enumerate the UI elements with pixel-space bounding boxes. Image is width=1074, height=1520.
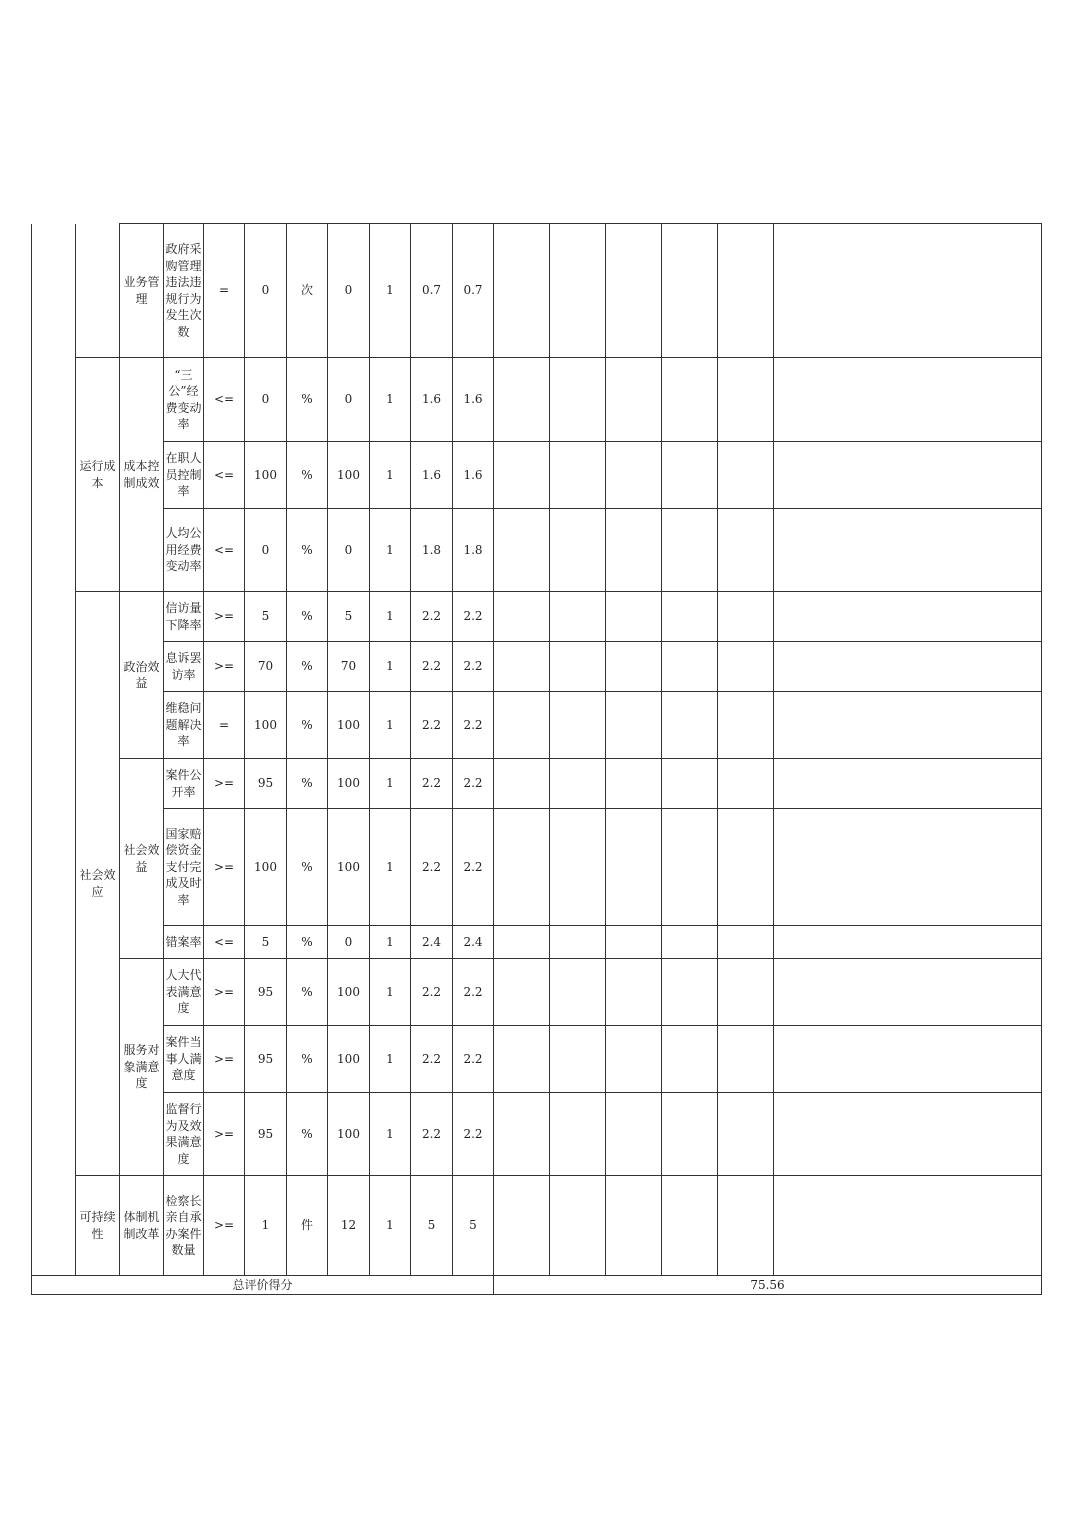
empty-cell (662, 224, 718, 358)
actual-cell: 100 (328, 809, 370, 926)
indicator-name: 人大代表满意度 (164, 959, 204, 1026)
empty-cell (494, 592, 550, 642)
score-cell: 0.7 (453, 224, 494, 358)
evaluation-table (31, 223, 1042, 1295)
empty-cell (550, 509, 606, 592)
operator-cell: <= (204, 926, 245, 959)
unit-cell: % (287, 1093, 328, 1176)
table-row (32, 1026, 1042, 1093)
empty-cell (718, 442, 774, 509)
actual-cell: 0 (328, 224, 370, 358)
unit-cell: 件 (287, 1176, 328, 1276)
level2-cell: 体制机制改革 (120, 1176, 164, 1276)
empty-cell (662, 442, 718, 509)
score-cell: 2.2 (453, 592, 494, 642)
score-cell: 2.4 (453, 926, 494, 959)
table-row (32, 1176, 1042, 1276)
score-cell: 2.2 (453, 759, 494, 809)
empty-cell (606, 642, 662, 692)
indicator-name: 人均公用经费变动率 (164, 509, 204, 592)
remarks-cell (774, 1093, 1042, 1176)
empty-cell (494, 442, 550, 509)
empty-cell (662, 1026, 718, 1093)
actual-cell: 100 (328, 959, 370, 1026)
unit-cell: % (287, 642, 328, 692)
target-cell: 5 (245, 592, 287, 642)
completion-cell: 1 (370, 926, 411, 959)
empty-cell (606, 759, 662, 809)
target-cell: 95 (245, 1026, 287, 1093)
actual-cell: 12 (328, 1176, 370, 1276)
operator-cell: >= (204, 809, 245, 926)
target-cell: 95 (245, 959, 287, 1026)
remarks-cell (774, 642, 1042, 692)
empty-cell (550, 358, 606, 442)
empty-cell (606, 592, 662, 642)
indicator-name: 政府采购管理违法违规行为发生次数 (164, 224, 204, 358)
unit-cell: % (287, 959, 328, 1026)
empty-cell (550, 642, 606, 692)
indicator-name: 案件当事人满意度 (164, 1026, 204, 1093)
empty-cell (718, 224, 774, 358)
empty-cell (606, 1026, 662, 1093)
unit-cell: % (287, 809, 328, 926)
table-row (32, 692, 1042, 759)
completion-cell: 1 (370, 509, 411, 592)
empty-cell (550, 959, 606, 1026)
indicator-name: 息诉罢访率 (164, 642, 204, 692)
weight-cell: 1.6 (411, 358, 453, 442)
completion-cell: 1 (370, 692, 411, 759)
operator-cell: >= (204, 959, 245, 1026)
empty-cell (662, 692, 718, 759)
empty-cell (494, 926, 550, 959)
actual-cell: 100 (328, 1093, 370, 1176)
target-cell: 1 (245, 1176, 287, 1276)
empty-cell (494, 809, 550, 926)
weight-cell: 2.2 (411, 692, 453, 759)
operator-cell: >= (204, 642, 245, 692)
empty-cell (494, 1026, 550, 1093)
empty-cell (662, 592, 718, 642)
remarks-cell (774, 809, 1042, 926)
empty-cell (550, 926, 606, 959)
empty-cell (718, 759, 774, 809)
table-row (32, 509, 1042, 592)
empty-cell (606, 692, 662, 759)
unit-cell: 次 (287, 224, 328, 358)
empty-cell (606, 809, 662, 926)
weight-cell: 2.2 (411, 959, 453, 1026)
empty-cell (606, 224, 662, 358)
remarks-cell (774, 509, 1042, 592)
remarks-cell (774, 442, 1042, 509)
target-cell: 5 (245, 926, 287, 959)
empty-cell (494, 1176, 550, 1276)
score-cell: 1.6 (453, 442, 494, 509)
weight-cell: 2.2 (411, 1093, 453, 1176)
target-cell: 70 (245, 642, 287, 692)
unit-cell: % (287, 358, 328, 442)
table-row (32, 442, 1042, 509)
empty-cell (494, 959, 550, 1026)
table-row (32, 642, 1042, 692)
empty-cell (662, 642, 718, 692)
indicator-name: “三公”经费变动率 (164, 358, 204, 442)
operator-cell: >= (204, 592, 245, 642)
total-score: 75.56 (494, 1276, 1042, 1295)
score-cell: 1.8 (453, 509, 494, 592)
weight-cell: 1.8 (411, 509, 453, 592)
total-row (32, 1276, 1042, 1295)
empty-cell (494, 224, 550, 358)
completion-cell: 1 (370, 592, 411, 642)
operator-cell: >= (204, 1026, 245, 1093)
table-row (32, 759, 1042, 809)
operator-cell: <= (204, 509, 245, 592)
empty-cell (662, 759, 718, 809)
target-cell: 0 (245, 224, 287, 358)
weight-cell: 0.7 (411, 224, 453, 358)
weight-cell: 2.2 (411, 1026, 453, 1093)
completion-cell: 1 (370, 224, 411, 358)
empty-cell (550, 1176, 606, 1276)
weight-cell: 2.4 (411, 926, 453, 959)
empty-cell (662, 509, 718, 592)
empty-cell (550, 1093, 606, 1176)
outer-category-cell (32, 224, 76, 1276)
score-cell: 5 (453, 1176, 494, 1276)
completion-cell: 1 (370, 1026, 411, 1093)
actual-cell: 70 (328, 642, 370, 692)
level1-cell: 可持续性 (76, 1176, 120, 1276)
empty-cell (662, 1093, 718, 1176)
remarks-cell (774, 1176, 1042, 1276)
empty-cell (550, 692, 606, 759)
operator-cell: = (204, 224, 245, 358)
empty-cell (494, 1093, 550, 1176)
operator-cell: >= (204, 1093, 245, 1176)
score-cell: 2.2 (453, 1093, 494, 1176)
empty-cell (550, 592, 606, 642)
actual-cell: 100 (328, 692, 370, 759)
empty-cell (662, 959, 718, 1026)
empty-cell (606, 1093, 662, 1176)
empty-cell (718, 809, 774, 926)
completion-cell: 1 (370, 442, 411, 509)
empty-cell (718, 642, 774, 692)
target-cell: 95 (245, 1093, 287, 1176)
completion-cell: 1 (370, 959, 411, 1026)
indicator-name: 维稳问题解决率 (164, 692, 204, 759)
score-cell: 2.2 (453, 642, 494, 692)
empty-cell (494, 759, 550, 809)
unit-cell: % (287, 442, 328, 509)
operator-cell: <= (204, 442, 245, 509)
completion-cell: 1 (370, 759, 411, 809)
table-row (32, 1093, 1042, 1176)
unit-cell: % (287, 1026, 328, 1093)
empty-cell (606, 509, 662, 592)
weight-cell: 2.2 (411, 642, 453, 692)
level2-cell: 政治效益 (120, 592, 164, 759)
unit-cell: % (287, 692, 328, 759)
empty-cell (718, 509, 774, 592)
empty-cell (550, 224, 606, 358)
empty-cell (606, 959, 662, 1026)
actual-cell: 0 (328, 926, 370, 959)
operator-cell: <= (204, 358, 245, 442)
empty-cell (718, 358, 774, 442)
target-cell: 100 (245, 442, 287, 509)
level2-cell: 社会效益 (120, 759, 164, 959)
table-row (32, 224, 1042, 358)
target-cell: 0 (245, 509, 287, 592)
target-cell: 95 (245, 759, 287, 809)
level2-cell: 业务管理 (120, 224, 164, 358)
weight-cell: 5 (411, 1176, 453, 1276)
indicator-name: 错案率 (164, 926, 204, 959)
unit-cell: % (287, 759, 328, 809)
empty-cell (550, 759, 606, 809)
empty-cell (662, 358, 718, 442)
table-row (32, 959, 1042, 1026)
empty-cell (550, 1026, 606, 1093)
target-cell: 0 (245, 358, 287, 442)
remarks-cell (774, 692, 1042, 759)
remarks-cell (774, 759, 1042, 809)
empty-cell (718, 1093, 774, 1176)
remarks-cell (774, 926, 1042, 959)
level1-cell: 运行成本 (76, 358, 120, 592)
indicator-name: 案件公开率 (164, 759, 204, 809)
remarks-cell (774, 592, 1042, 642)
empty-cell (718, 926, 774, 959)
completion-cell: 1 (370, 642, 411, 692)
empty-cell (606, 442, 662, 509)
level1-cell (76, 224, 120, 358)
empty-cell (718, 692, 774, 759)
empty-cell (718, 1176, 774, 1276)
level1-cell: 社会效应 (76, 592, 120, 1176)
actual-cell: 100 (328, 442, 370, 509)
completion-cell: 1 (370, 358, 411, 442)
empty-cell (550, 809, 606, 926)
empty-cell (494, 642, 550, 692)
table-row (32, 358, 1042, 442)
empty-cell (662, 809, 718, 926)
unit-cell: % (287, 509, 328, 592)
indicator-name: 信访量下降率 (164, 592, 204, 642)
remarks-cell (774, 959, 1042, 1026)
actual-cell: 0 (328, 358, 370, 442)
indicator-name: 国家赔偿资金支付完成及时率 (164, 809, 204, 926)
empty-cell (494, 358, 550, 442)
weight-cell: 2.2 (411, 809, 453, 926)
empty-cell (662, 1176, 718, 1276)
empty-cell (606, 358, 662, 442)
empty-cell (718, 1026, 774, 1093)
empty-cell (494, 692, 550, 759)
empty-cell (662, 926, 718, 959)
completion-cell: 1 (370, 1093, 411, 1176)
level2-cell: 服务对象满意度 (120, 959, 164, 1176)
table-row (32, 926, 1042, 959)
remarks-cell (774, 358, 1042, 442)
completion-cell: 1 (370, 809, 411, 926)
remarks-cell (774, 224, 1042, 358)
score-cell: 2.2 (453, 959, 494, 1026)
score-cell: 2.2 (453, 692, 494, 759)
indicator-name: 监督行为及效果满意度 (164, 1093, 204, 1176)
actual-cell: 5 (328, 592, 370, 642)
actual-cell: 0 (328, 509, 370, 592)
target-cell: 100 (245, 692, 287, 759)
score-cell: 1.6 (453, 358, 494, 442)
operator-cell: >= (204, 1176, 245, 1276)
indicator-name: 在职人员控制率 (164, 442, 204, 509)
completion-cell: 1 (370, 1176, 411, 1276)
empty-cell (606, 926, 662, 959)
score-cell: 2.2 (453, 809, 494, 926)
empty-cell (718, 592, 774, 642)
weight-cell: 1.6 (411, 442, 453, 509)
level2-cell: 成本控制成效 (120, 358, 164, 592)
empty-cell (606, 1176, 662, 1276)
weight-cell: 2.2 (411, 759, 453, 809)
total-label: 总评价得分 (32, 1276, 494, 1295)
indicator-name: 检察长亲自承办案件数量 (164, 1176, 204, 1276)
unit-cell: % (287, 926, 328, 959)
actual-cell: 100 (328, 1026, 370, 1093)
table-row (32, 592, 1042, 642)
empty-cell (550, 442, 606, 509)
weight-cell: 2.2 (411, 592, 453, 642)
unit-cell: % (287, 592, 328, 642)
actual-cell: 100 (328, 759, 370, 809)
score-cell: 2.2 (453, 1026, 494, 1093)
remarks-cell (774, 1026, 1042, 1093)
table-row (32, 809, 1042, 926)
operator-cell: >= (204, 759, 245, 809)
operator-cell: = (204, 692, 245, 759)
empty-cell (718, 959, 774, 1026)
empty-cell (494, 509, 550, 592)
target-cell: 100 (245, 809, 287, 926)
